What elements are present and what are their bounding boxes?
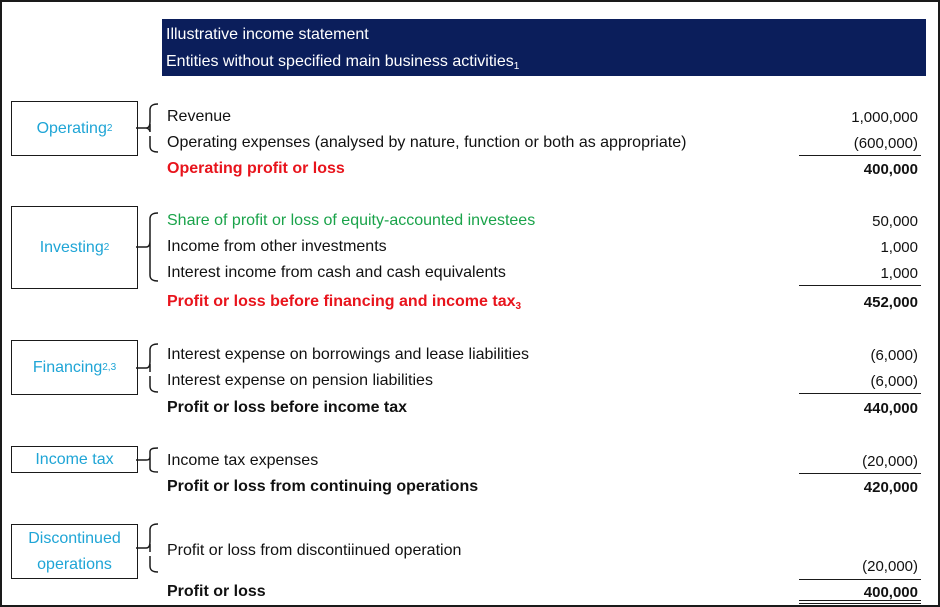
statement-header [162, 19, 926, 76]
row-cont-ops-value: 420,000 [863, 479, 918, 496]
double-underline-bottom [799, 603, 921, 604]
row-int-pension-value: (6,000) [870, 373, 918, 390]
statement-subtitle: Entities without specified main business activities$_1$ [166, 53, 520, 72]
row-disc-ops-label: Profit or loss from discontiinued operation [167, 542, 462, 559]
brace-discontinued [136, 522, 164, 574]
section-box-operating: Operating 2 [11, 101, 138, 156]
row-interest-cash-label: Interest income from cash and cash equivalents [167, 264, 506, 281]
brace-financing [136, 342, 164, 394]
section-box-discontinued: Discontinued operations [11, 524, 138, 579]
row-pbit-label: Profit or loss before income tax [167, 399, 408, 416]
section-box-financing: Financing 2,3 [11, 340, 138, 395]
row-revenue-value: 1,000,000 [851, 109, 918, 126]
row-pbfit-label: Profit or loss before financing and income tax$_3$ [167, 293, 522, 312]
row-other-inv-value: 1,000 [880, 239, 918, 256]
statement-title: Illustrative income statement [166, 26, 369, 43]
row-op-profit-value: 400,000 [863, 161, 918, 178]
row-cont-ops-label: Profit or loss from continuing operations [167, 478, 479, 495]
double-underline-top [799, 600, 921, 601]
section-box-investing: Investing 2 [11, 206, 138, 289]
brace-income-tax [136, 446, 164, 474]
row-revenue-label: Revenue [167, 108, 232, 125]
row-other-inv-label: Income from other investments [167, 238, 387, 255]
section-box-income-tax: Income tax [11, 446, 138, 473]
row-int-borrow-value: (6,000) [870, 347, 918, 364]
brace-investing [136, 211, 164, 283]
row-int-pension-label: Interest expense on pension liabilities [167, 372, 433, 389]
row-tax-exp-value: (20,000) [862, 453, 918, 470]
row-op-profit-label: Operating profit or loss [167, 160, 345, 177]
subtotal-rule [799, 155, 921, 156]
row-pbfit-value: 452,000 [863, 294, 918, 311]
footnote-marker: 1 [513, 61, 520, 72]
row-disc-ops-value: (20,000) [862, 558, 918, 575]
brace-operating [136, 102, 164, 154]
subtotal-rule [799, 473, 921, 474]
row-share-equity-label: Share of profit or loss of equity-accounted investees [167, 212, 536, 229]
row-int-borrow-label: Interest expense on borrowings and lease liabilities [167, 346, 529, 363]
row-profit-loss-value: 400,000 [863, 584, 918, 601]
row-tax-exp-label: Income tax expenses [167, 452, 319, 469]
subtotal-rule [799, 285, 921, 286]
subtotal-rule [799, 393, 921, 394]
row-opex-label: Operating expenses (analysed by nature, function or both as appropriate) [167, 134, 687, 151]
row-share-equity-value: 50,000 [872, 213, 918, 230]
row-interest-cash-value: 1,000 [880, 265, 918, 282]
row-profit-loss-label: Profit or loss [167, 583, 266, 600]
row-opex-value: (600,000) [853, 135, 918, 152]
subtotal-rule [799, 579, 921, 580]
row-pbit-value: 440,000 [863, 400, 918, 417]
